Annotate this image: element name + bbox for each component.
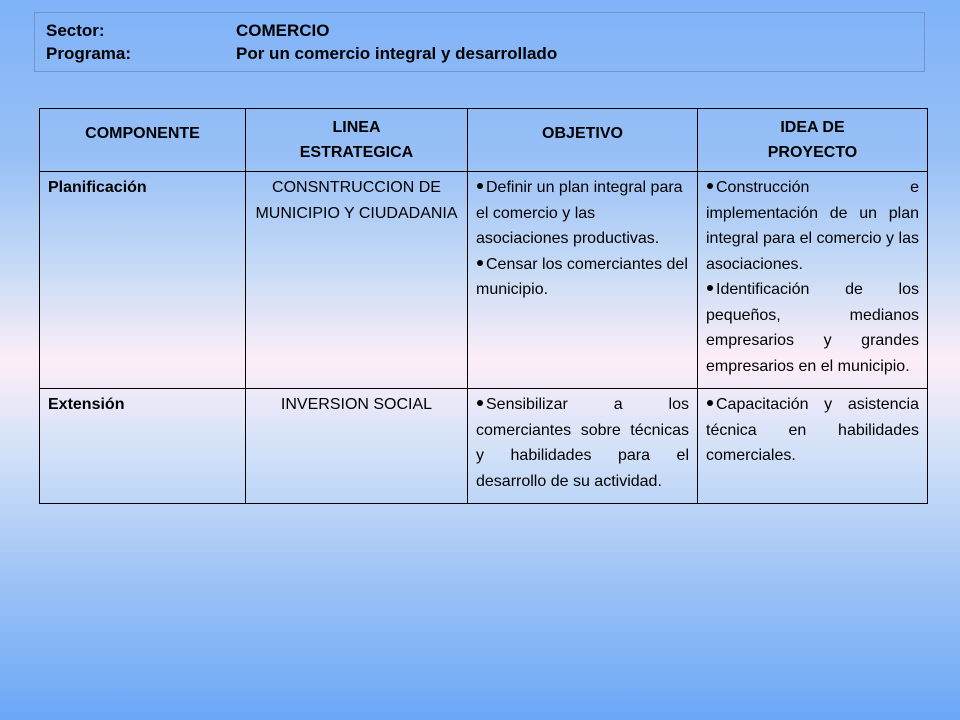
bullet-dot-icon (477, 400, 483, 406)
componente-cell: Extensión (40, 389, 246, 504)
objetivo-cell (468, 389, 698, 504)
table-row (40, 172, 928, 389)
objetivo-item (476, 175, 689, 252)
table-header-row (40, 109, 928, 172)
sector-row (46, 19, 924, 42)
column-header-objetivo: OBJETIVO (468, 109, 698, 172)
idea-item (706, 392, 919, 469)
programa-row (46, 42, 924, 65)
column-header-idea-label: IDEA DE PROYECTO (767, 119, 858, 161)
column-header-idea (698, 109, 928, 172)
bullet-dot-icon (707, 400, 713, 406)
project-table (39, 108, 928, 504)
idea-item (706, 175, 919, 277)
bullet-dot-icon (707, 183, 713, 189)
objetivo-item (476, 252, 689, 303)
bullet-dot-icon (477, 183, 483, 189)
bullet-dot-icon (477, 260, 483, 266)
sector-label: Sector: (46, 21, 105, 40)
idea-item (706, 277, 919, 379)
objetivo-cell (468, 172, 698, 389)
table-row (40, 389, 928, 504)
column-header-componente: COMPONENTE (40, 109, 246, 172)
sector-value: COMERCIO (236, 21, 330, 40)
idea-cell (698, 172, 928, 389)
programa-label: Programa: (46, 44, 132, 63)
idea-text: Construcción e implementación de un plan integral para el comercio y las asociaciones. (706, 179, 919, 273)
bullet-dot-icon (707, 285, 713, 291)
linea-cell: CONSNTRUCCION DE MUNICIPIO Y CIUDADANIA (246, 172, 468, 389)
idea-text: Capacitación y asistencia técnica en habilidades comerciales. (706, 396, 919, 464)
column-header-linea-label: LINEA ESTRATEGICA (299, 119, 414, 161)
componente-cell: Planificación (40, 172, 246, 389)
linea-cell: INVERSION SOCIAL (246, 389, 468, 504)
objetivo-text: Sensibilizar a los comerciantes sobre técnicas y habilidades para el desarrollo de su actividad. (476, 396, 689, 490)
objetivo-item (476, 392, 689, 494)
objetivo-text: Censar los comerciantes del municipio. (476, 255, 688, 298)
idea-cell (698, 389, 928, 504)
idea-text: Identificación de los pequeños, medianos empresarios y grandes empresarios en el municipio. (706, 281, 919, 375)
objetivo-text: Definir un plan integral para el comercio y las asociaciones productivas. (476, 179, 683, 247)
header-box (34, 12, 925, 72)
column-header-linea (246, 109, 468, 172)
programa-value: Por un comercio integral y desarrollado (236, 44, 558, 63)
